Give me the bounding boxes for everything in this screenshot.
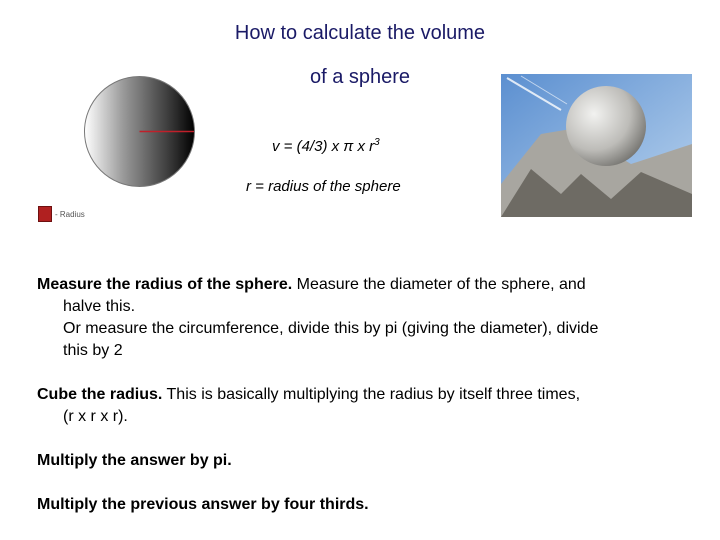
sphere-ball <box>566 86 646 166</box>
step-multiply-pi <box>37 450 697 472</box>
step-text: this by 2 <box>63 342 123 359</box>
sphere-diagram <box>82 74 197 189</box>
step-text: Or measure the circumference, divide this by pi (giving the diameter), divide <box>63 320 599 337</box>
step-heading: Cube the radius. <box>37 386 163 403</box>
legend-swatch <box>38 206 52 222</box>
legend-label: - Radius <box>55 209 85 219</box>
step-measure-radius <box>37 274 697 362</box>
sphere-sculpture-photo <box>501 74 692 217</box>
page-title-line-2: of a sphere <box>309 66 411 88</box>
radius-definition: r = radius of the sphere <box>246 178 401 195</box>
legend <box>38 206 85 222</box>
step-text: (r x r x r). <box>63 408 128 425</box>
formula-exponent: 3 <box>374 137 380 148</box>
step-heading: Multiply the answer by pi. <box>37 452 232 469</box>
step-heading: Measure the radius of the sphere. <box>37 276 293 293</box>
step-cube-radius <box>37 384 697 428</box>
formula-text: v = (4/3) x π x r <box>272 138 375 155</box>
page-title-line-1: How to calculate the volume <box>234 22 486 44</box>
step-text: This is basically multiplying the radius by itself three times, <box>162 386 581 403</box>
instruction-steps <box>37 274 697 538</box>
step-heading: Multiply the previous answer by four thirds. <box>37 496 369 513</box>
step-text: Measure the diameter of the sphere, and <box>292 276 586 293</box>
volume-formula <box>272 137 380 155</box>
step-multiply-four-thirds <box>37 494 697 516</box>
step-text: halve this. <box>63 298 136 315</box>
